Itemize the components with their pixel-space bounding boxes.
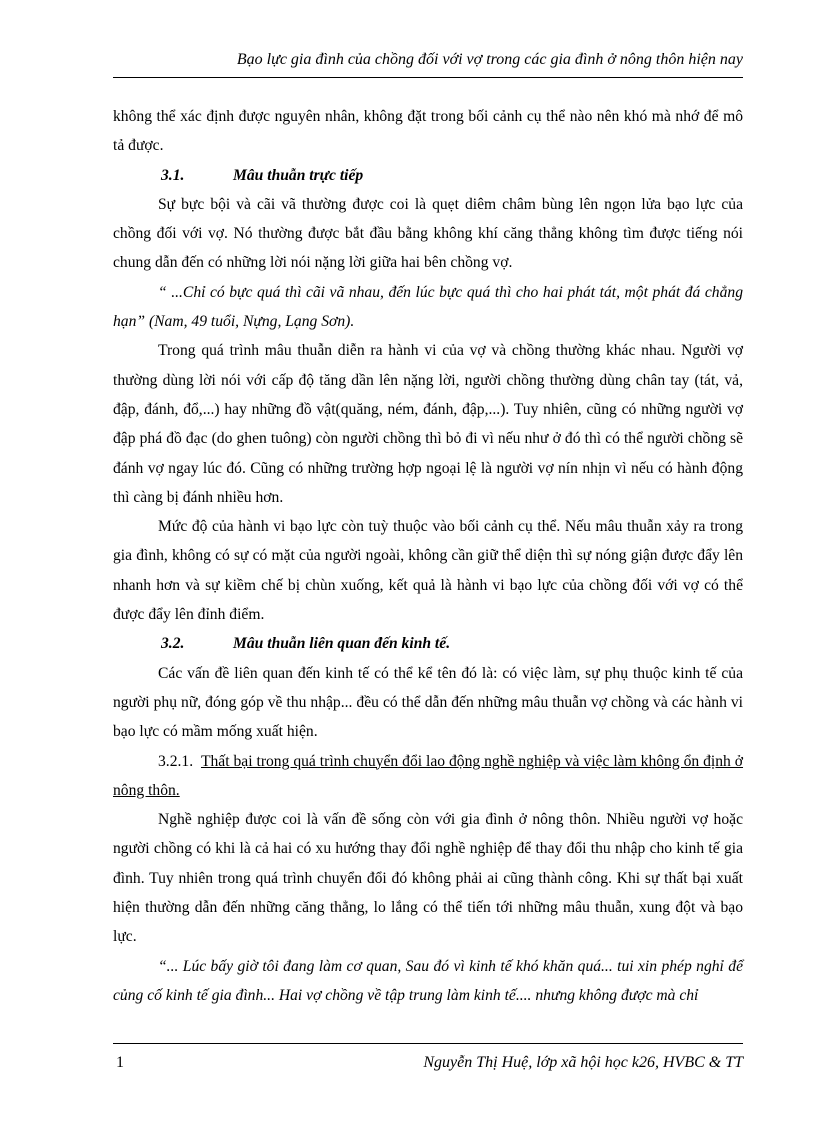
footer-divider [113, 1043, 743, 1044]
running-header: Bạo lực gia đình của chồng đối với vợ trong các gia đình ở nông thôn hiện nay [236, 51, 743, 68]
paragraph-intro: không thể xác định được nguyên nhân, không đặt trong bối cảnh cụ thể nào nên khó mà nhớ để mô tả được. [113, 108, 743, 155]
subheading-title: Thất bại trong quá trình chuyển đổi lao động nghề nghiệp và việc làm không ổn định ở nông thôn. [113, 752, 744, 799]
interview-quote-2: “... Lúc bấy giờ tôi đang làm cơ quan, Sau đó vì kinh tế khó khăn quá... tui xin phép nghỉ để củng cố kinh tế gia đình... Hai vợ chồng về tập trung làm kinh tế.... nhưng không được mà chỉ [113, 957, 743, 1004]
paragraph-3: Mức độ của hành vi bạo lực còn tuỳ thuộc vào bối cảnh cụ thể. Nếu mâu thuẫn xảy ra trong gia đình, không có sự có mặt của người ngoài, không cần giữ thể diện thì sự nóng giận được đẩy lên nhanh hơn và sự kiềm chế bị chùn xuống, kết quả là hành vi bạo lực của chồng đối với vợ có thể được đẩy lên đỉnh điểm. [113, 518, 743, 624]
heading-3-1 [113, 161, 743, 190]
paragraph-2: Trong quá trình mâu thuẫn diễn ra hành vi của vợ và chồng thường khác nhau. Người vợ thường dùng lời nói với cấp độ tăng dần lên nặng lời, người chồng thường dùng chân tay (tát, vả, đập, đánh, đổ,...) hay những đồ vật(quăng, ném, đánh, đập,...). Tuy nhiên, cũng có những người vợ đập phá đồ đạc (do ghen tuông) còn người chồng thì bỏ đi vì nếu như ở đó thì có thể người chồng sẽ đánh vợ ngay lúc đó. Cũng có những trường hợp ngoại lệ là người vợ nín nhịn vì nếu có hành động thì càng bị đánh nhiều hơn. [113, 342, 743, 506]
heading-3-2 [113, 629, 743, 658]
heading-number: 3.1. [161, 166, 185, 184]
heading-number: 3.2. [161, 635, 185, 653]
header-divider [113, 77, 743, 78]
heading-title: Mâu thuẫn liên quan đến kinh tế. [233, 635, 451, 653]
paragraph-4: Các vấn đề liên quan đến kinh tế có thể kể tên đó là: có việc làm, sự phụ thuộc kinh tế của người phụ nữ, đóng góp về thu nhập... đều có thể dẫn đến những mâu thuẫn vợ chồng và các hành vi bạo lực có mầm mống xuất hiện. [113, 664, 743, 741]
interview-quote-1: “ ...Chỉ có bực quá thì cãi vã nhau, đến lúc bực quá thì cho hai phát tát, một phát đá chẳng hạn” (Nam, 49 tuổi, Nựng, Lạng Sơn). [113, 283, 743, 331]
subheading-3-2-1 [113, 747, 743, 806]
heading-title: Mâu thuẫn trực tiếp [233, 166, 364, 184]
subheading-number: 3.2.1. [158, 752, 194, 770]
paragraph-1: Sự bực bội và cãi vã thường được coi là quẹt diêm châm bùng lên ngọn lửa bạo lực của chồng đối với vợ. Nó thường được bắt đầu bằng không khí căng thẳng không tìm được tiếng nói chung dẫn đến có những lời nói nặng lời giữa hai bên chồng vợ. [113, 195, 743, 272]
document-body [113, 102, 743, 1010]
footer-author: Nguyễn Thị Huệ, lớp xã hội học k26, HVBC & TT [423, 1054, 743, 1071]
paragraph-5: Nghề nghiệp được coi là vấn đề sống còn với gia đình ở nông thôn. Nhiều người vợ hoặc người chồng có khi là cả hai có xu hướng thay đổi nghề nghiệp để thay đổi thu nhập cho kinh tế gia đình. Tuy nhiên trong quá trình chuyển đổi đó không phải ai cũng thành công. Khi sự thất bại xuất hiện thường dẫn đến những căng thẳng, lo lắng có thể tiến tới những mâu thuẫn, xung đột và bạo lực. [113, 811, 743, 946]
page-number: 1 [116, 1054, 124, 1071]
